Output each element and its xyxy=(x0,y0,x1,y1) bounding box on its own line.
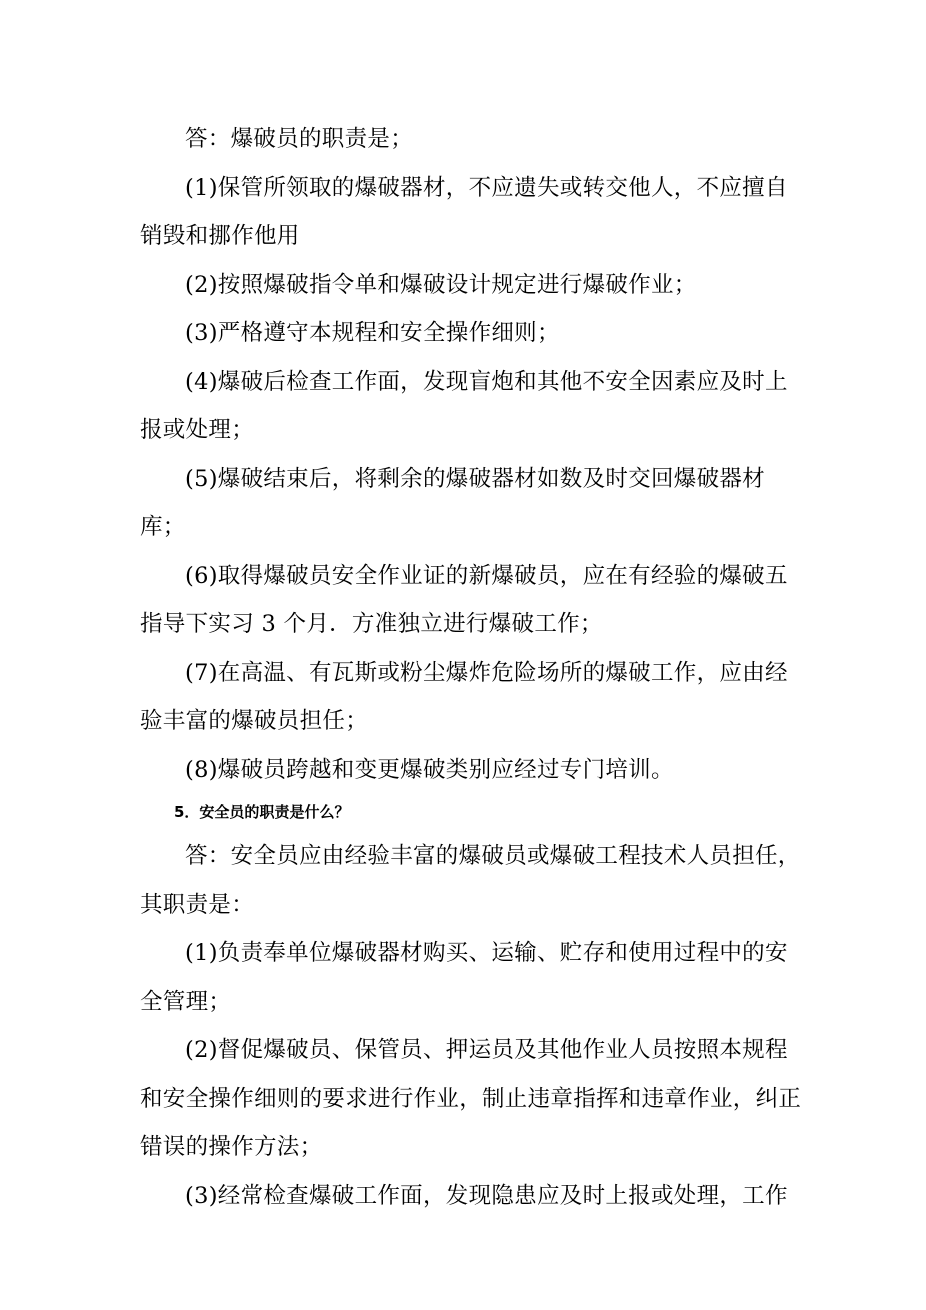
duty-item-7-paragraph: (7)在高温、有瓦斯或粉尘爆炸危险场所的爆破工作，应由经验丰富的爆破员担任； xyxy=(140,659,788,734)
safety-duty-item-3-paragraph: (3)经常检查爆破工作面，发现隐患应及时上报或处理，工作 xyxy=(185,1182,788,1209)
duty-item-8-paragraph: (8)爆破员跨越和变更爆破类别应经过专门培训。 xyxy=(185,756,674,783)
safety-duty-item-2-paragraph: (2)督促爆破员、保管员、押运员及其他作业人员按照本规程和安全操作细则的要求进行作业，制止违章指挥和违章作业，纠正错误的操作方法； xyxy=(140,1037,802,1160)
duty-item-4-paragraph: (4)爆破后检查工作面，发现盲炮和其他不安全因素应及时上报或处理； xyxy=(140,368,788,443)
safety-answer-intro-paragraph: 答：安全员应由经验丰富的爆破员或爆破工程技术人员担任，其职责是： xyxy=(140,843,801,918)
duty-item-1-paragraph: (1)保管所领取的爆破器材，不应遗失或转交他人，不应擅自销毁和挪作他用 xyxy=(140,174,788,249)
duty-item-2-paragraph: (2)按照爆破指令单和爆破设计规定进行爆破作业； xyxy=(185,271,697,298)
duty-item-3-paragraph: (3)严格遵守本规程和安全操作细则； xyxy=(185,320,560,346)
section-heading: 5．安全员的职责是什么？ xyxy=(174,803,350,821)
duty-item-5-paragraph: (5)爆破结束后，将剩余的爆破器材如数及时交回爆破器材库； xyxy=(140,465,765,540)
safety-duty-item-1-paragraph: (1)负责奉单位爆破器材购买、运输、贮存和使用过程中的安全管理； xyxy=(140,940,788,1015)
duty-item-6-paragraph: (6)取得爆破员安全作业证的新爆破员，应在有经验的爆破五指导下实习 3 个月．方准独立进行爆破工作； xyxy=(140,562,788,637)
answer-intro-paragraph: 答：爆破员的职责是； xyxy=(185,126,414,152)
